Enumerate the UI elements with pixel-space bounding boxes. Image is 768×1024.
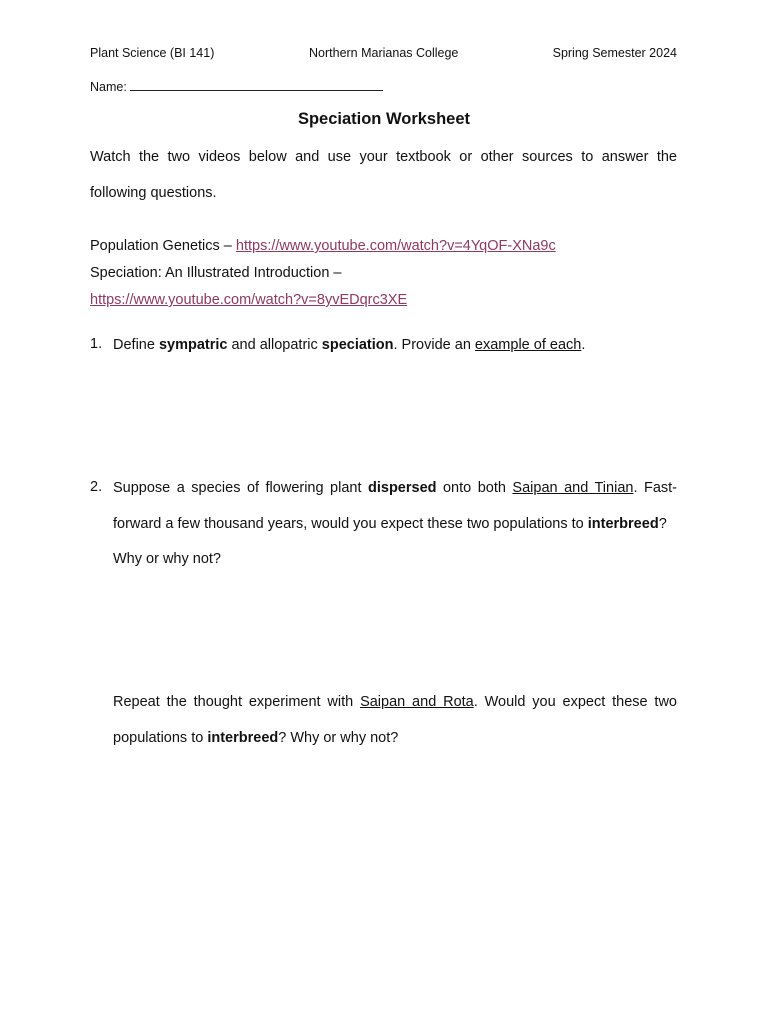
q2-text-b: onto both (436, 480, 513, 496)
video-2-label: Speciation: An Illustrated Introduction – (90, 265, 342, 281)
name-blank[interactable] (130, 78, 383, 91)
college-label: Northern Marianas College (309, 46, 459, 60)
page-title: Speciation Worksheet (297, 110, 471, 128)
question-2-line-1 (113, 479, 677, 497)
video-1-link[interactable]: https://www.youtube.com/watch?v=4YqOF-XNa9c (235, 238, 556, 254)
question-1-number: 1. (90, 336, 103, 352)
q1-bold-sympatric: sympatric (158, 337, 228, 353)
q1-underline-example: example of each (474, 337, 582, 353)
q2-bold-dispersed: dispersed (368, 480, 437, 496)
q2-text-a: Suppose a species of flowering plant (113, 480, 368, 496)
intro-line-1: Watch the two videos below and use your textbook or other sources to answer the (90, 149, 677, 165)
question-2-number: 2. (90, 479, 103, 495)
q2-underline-saipan-tinian: Saipan and Tinian (512, 480, 634, 496)
question-2b-line-1 (113, 693, 677, 711)
q2b-text-d: ? Why or why not? (278, 730, 399, 746)
question-2-line-3: Why or why not? (113, 551, 221, 567)
q1-text-b: and allopatric (227, 337, 322, 353)
question-1-text (113, 336, 585, 354)
question-2-line-2 (113, 515, 667, 533)
video-2-link[interactable]: https://www.youtube.com/watch?v=8yvEDqrc3XE (90, 292, 408, 308)
question-2b-line-2 (113, 729, 398, 747)
q2b-bold-interbreed: interbreed (207, 730, 279, 746)
name-row (90, 78, 383, 94)
name-label: Name: (90, 80, 127, 94)
q2-text-d: forward a few thousand years, would you expect these two populations to (113, 516, 588, 532)
semester-label: Spring Semester 2024 (552, 46, 677, 60)
video-2 (90, 291, 407, 309)
q1-text-c: . Provide an (393, 337, 475, 353)
q1-bold-speciation: speciation (321, 337, 394, 353)
q2-text-c: . Fast- (633, 480, 678, 496)
q2-text-e: ? (658, 516, 667, 532)
q2b-text-a: Repeat the thought experiment with (113, 694, 361, 710)
course-label: Plant Science (BI 141) (90, 46, 215, 60)
q2-bold-interbreed: interbreed (587, 516, 659, 532)
q2b-underline-saipan-rota: Saipan and Rota (360, 694, 474, 710)
q2b-text-c: populations to (113, 730, 208, 746)
q1-text-a: Define (113, 337, 159, 353)
q2b-text-b: . Would you expect these two (473, 694, 677, 710)
video-1-label: Population Genetics – (90, 238, 236, 254)
intro-line-2: following questions. (90, 185, 217, 201)
video-1 (90, 237, 556, 255)
q1-text-d: . (581, 337, 586, 353)
